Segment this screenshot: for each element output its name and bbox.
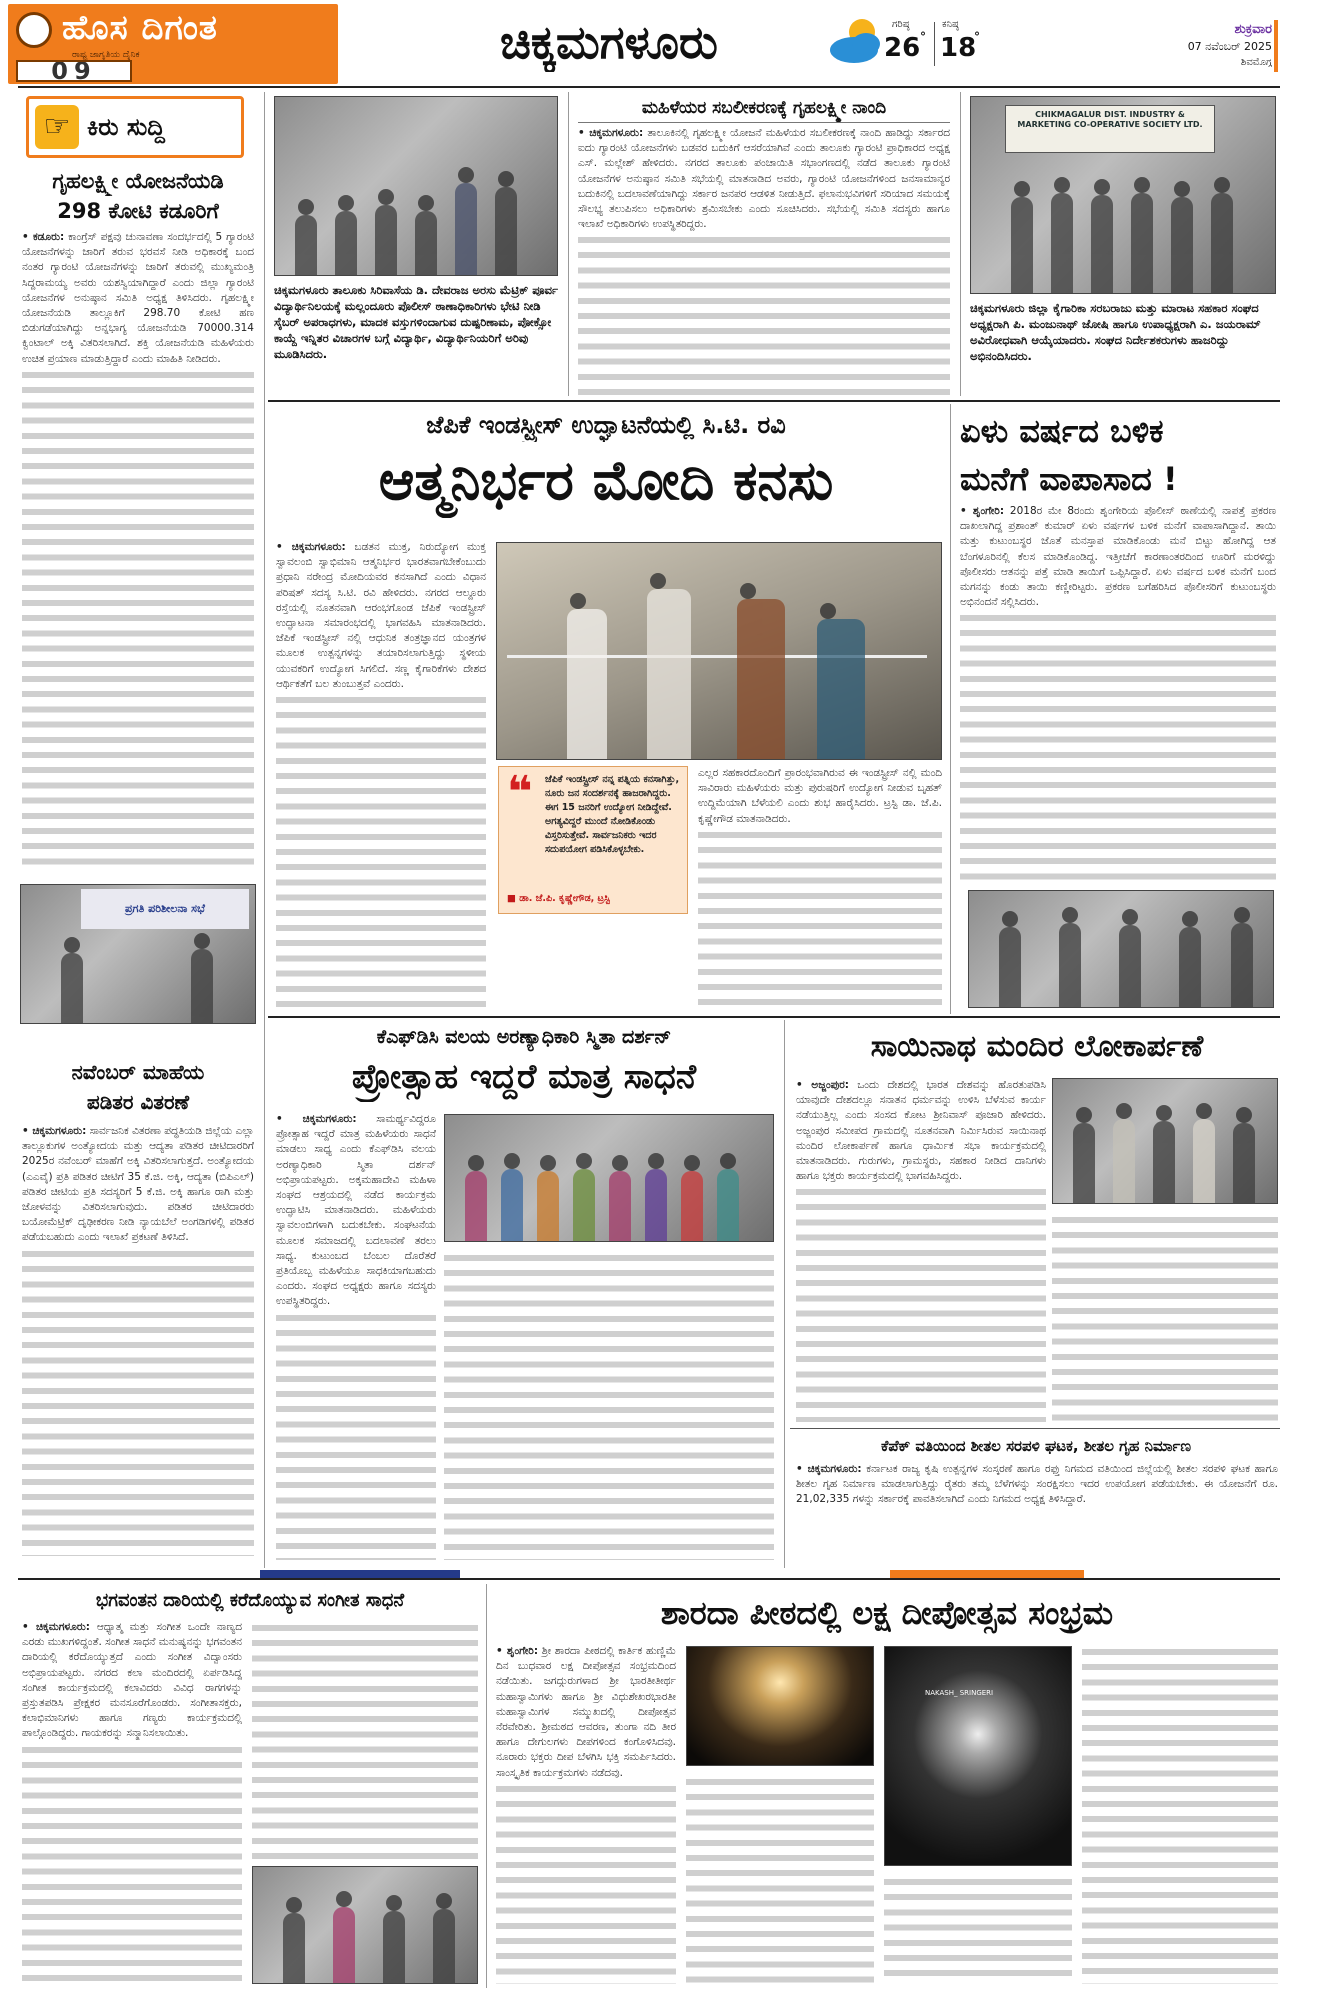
- pull-quote-byline: ■ ಡಾ. ಜೆ.ಪಿ. ಕೃಷ್ಣೇಗೌಡ, ಟ್ರಸ್ಟಿ: [507, 893, 610, 904]
- return-text-continued: [960, 610, 1276, 882]
- temple-lamp-photo: [686, 1646, 874, 1766]
- smitha-dateline: • ಚಿಕ್ಕಮಗಳೂರು:: [276, 1113, 357, 1125]
- ration-text-continued: [22, 1246, 254, 1556]
- column-divider-2: [568, 92, 569, 396]
- ration-headline-1: ನವೆಂಬರ್ ಮಾಹೆಯ: [71, 1060, 205, 1084]
- return-headline-1: ಏಳು ವರ್ಷದ ಬಳಿಕ: [960, 412, 1164, 450]
- bottom-band-rule: [18, 1578, 1280, 1580]
- photo-credit: NAKASH_ SRINGERI: [925, 1689, 994, 1697]
- cooperative-caption: ಚಿಕ್ಕಮಗಳೂರು ಜಿಲ್ಲಾ ಕೈಗಾರಿಕಾ ಸರಬರಾಜು ಮತ್ತು ಮಾರಾಟ ಸಹಕಾರ ಸಂಘದ ಅಧ್ಯಕ್ಷರಾಗಿ ಪಿ. ಮಂಜುನಾಥ್ ಜೋಷಿ ಹಾಗೂ ಉಪಾಧ್ಯಕ್ಷರಾಗಿ ಎ. ಜಯರಾಮ್ ಅವಿರೋಧವಾಗಿ ಆಯ್ಕೆಯಾದರು. ಸಂಘದ ನಿರ್ದೇಶಕರುಗಳು ಹಾಜರಿದ್ದು ಅಭಿನಂದಿಸಿದರು.: [970, 301, 1261, 363]
- pointing-hand-icon: ☞: [35, 105, 79, 149]
- masthead-logo-block: [8, 4, 338, 84]
- column-divider-4: [950, 404, 951, 1014]
- ration-text: ಸಾರ್ವಜನಿಕ ವಿತರಣಾ ಪದ್ಧತಿಯಡಿ ಜಿಲ್ಲೆಯ ಎಲ್ಲಾ ತಾಲ್ಲೂಕುಗಳ ಅಂತ್ಯೋದಯ ಮತ್ತು ಆದ್ಯತಾ ಪಡಿತರ ಚೀಟಿದಾರರಿಗೆ 2025ರ ನವೆಂಬರ್ ಮಾಹೆಗೆ ಅಕ್ಕಿ ವಿತರಿಸಲಾಗುತ್ತದೆ. ಅಂತ್ಯೋದಯ (ಎಎವೈ) ಪ್ರತಿ ಪಡಿತರ ಚೀಟಿಗೆ 35 ಕೆ.ಜಿ. ಅಕ್ಕಿ, ಆದ್ಯತಾ (ಬಿಪಿಎಲ್) ಪಡಿತರ ಚೀಟಿಯ ಪ್ರತಿ ಸದಸ್ಯರಿಗೆ 5 ಕೆ.ಜಿ. ಅಕ್ಕಿ ಹಾಗೂ ರಾಗಿ ಮತ್ತು ಜೋಳವನ್ನು ವಿತರಿಸಲಾಗುವುದು. ಪಡಿತರ ಚೀಟಿದಾರರು ಬಯೋಮೆಟ್ರಿಕ್ ದೃಢೀಕರಣ ನೀಡಿ ನ್ಯಾಯಬೆಲೆ ಅಂಗಡಿಗಳಲ್ಲಿ ಪಡಿತರ ಪಡೆಯಬಹುದು ಎಂದು ಇಲಾಖೆ ಪ್ರಕಟಣೆ ತಿಳಿಸಿದೆ.: [22, 1125, 254, 1244]
- return-text: 2018ರ ಮೇ 8ರಂದು ಶೃಂಗೇರಿಯ ಪೊಲೀಸ್ ಠಾಣೆಯಲ್ಲಿ ನಾಪತ್ತೆ ಪ್ರಕರಣ ದಾಖಲಾಗಿದ್ದ ಪ್ರಶಾಂತ್ ಕುಮಾರ್ ಏಳು ವರ್ಷಗಳ ಬಳಿಕ ಮನೆಗೆ ವಾಪಾಸಾಗಿದ್ದಾನೆ. ತಾಯಿ ಮತ್ತು ಕುಟುಂಬಸ್ಥರ ಜೊತೆ ಮನಸ್ತಾಪ ಮಾಡಿಕೊಂಡು ಮನೆ ಬಿಟ್ಟು ಹೋಗಿದ್ದ ಆತ ಬೆಂಗಳೂರಿನಲ್ಲಿ ಕೆಲಸ ಮಾಡಿಕೊಂಡಿದ್ದ. ಇತ್ತೀಚೆಗೆ ಕಾರಣಾಂತರದಿಂದ ಊರಿಗೆ ಮರಳಿದ್ದು ಪೊಲೀಸರು ಆತನನ್ನು ಪತ್ತೆ ಮಾಡಿ ತಾಯಿಗೆ ಒಪ್ಪಿಸಿದ್ದಾರೆ. ಏಳು ವರ್ಷದ ಬಳಿಕ ಮನೆಗೆ ಬಂದ ಮಗನನ್ನು ಕಂಡು ತಾಯಿ ಕಣ್ಣೀರಿಟ್ಟರು. ಪ್ರಕರಣ ಬಗೆಹರಿಸಿದ ಪೊಲೀಸರಿಗೆ ಕುಟುಂಬಸ್ಥರು ಅಭಿನಂದನೆ ಸಲ್ಲಿಸಿದರು.: [960, 505, 1276, 609]
- return-body: [960, 504, 1276, 882]
- sharada-body-4: [1082, 1644, 1278, 1984]
- modi-text-2: ಎಲ್ಲರ ಸಹಕಾರದೊಂದಿಗೆ ಪ್ರಾರಂಭವಾಗಿರುವ ಈ ಇಂಡಸ್ಟ್ರೀಸ್ ನಲ್ಲಿ ಮಂದಿ ಸಾವಿರಾರು ಮಹಿಳೆಯರು ಮತ್ತು ಪುರುಷರಿಗೆ ಉದ್ಯೋಗ ನೀಡುವ ಬೃಹತ್ ಉದ್ದಿಮೆಯಾಗಿ ಬೆಳೆಯಲಿ ಎಂದು ಶುಭ ಹಾರೈಸಿದರು. ಟ್ರಸ್ಟಿ ಡಾ. ಜೆ.ಪಿ. ಕೃಷ್ಣೇಗೌಡ ಮಾತನಾಡಿದರು.: [698, 767, 942, 825]
- ribbon-cutting-photo: [496, 542, 942, 760]
- kiru-suddi-logo: [26, 96, 244, 158]
- smitha-body-2: [444, 1250, 774, 1560]
- kiru-dateline: • ಕಡೂರು:: [22, 231, 65, 243]
- return-photo: [968, 890, 1274, 1008]
- sainath-text-continued: [796, 1184, 1046, 1422]
- sainath-text: ಒಂದು ದೇಶದಲ್ಲಿ ಭಾರತ ದೇಶವನ್ನು ಹೊರತುಪಡಿಸಿ ಯಾವುದೇ ದೇಶದಲ್ಲೂ ಸನಾತನ ಧರ್ಮವನ್ನು ಉಳಿಸಿ ಬೆಳೆಸುವ ಕಾರ್ಯ ನಡೆಯುತ್ತಿಲ್ಲ ಎಂದು ಸಂಸದ ಕೋಟ ಶ್ರೀನಿವಾಸ್ ಪೂಜಾರಿ ಹೇಳಿದರು. ಅಜ್ಜಂಪುರ ಸಮೀಪದ ಗ್ರಾಮದಲ್ಲಿ ನೂತನವಾಗಿ ನಿರ್ಮಿಸಿರುವ ಸಾಯಿನಾಥ ಮಂದಿರ ಲೋಕಾರ್ಪಣೆ ಹಾಗೂ ಧಾರ್ಮಿಕ ಸಭಾ ಕಾರ್ಯಕ್ರಮದಲ್ಲಿ ಮಾತನಾಡಿದರು. ಗುರುಗಳು, ಗ್ರಾಮಸ್ಥರು, ಸಹಕಾರ ನೀಡಿದ ದಾನಿಗಳು ಹಾಗೂ ಭಕ್ತರು ಕಾರ್ಯಕ್ರಮದಲ್ಲಿ ಭಾಗವಹಿಸಿದ್ದರು.: [796, 1079, 1046, 1183]
- night-lamps-photo: [884, 1646, 1072, 1866]
- sainath-headline: ಸಾಯಿನಾಥ ಮಂದಿರ ಲೋಕಾರ್ಪಣೆ: [870, 1029, 1204, 1064]
- max-temp-degree: °: [920, 30, 926, 44]
- ration-dateline: • ಚಿಕ್ಕಮಗಳೂರು:: [22, 1125, 87, 1137]
- smitha-body: [276, 1112, 436, 1560]
- cold-storage-headline: ಕೆಪೆಕ್ ವತಿಯಿಂದ ಶೀತಲ ಸರಪಳಿ ಘಟಕ, ಶೀತಲ ಗೃಹ ನಿರ್ಮಾಣ: [881, 1437, 1191, 1455]
- sharada-text-continued: [496, 1781, 676, 1984]
- page-number-box: [16, 60, 132, 82]
- kiru-headline-1: ಗೃಹಲಕ್ಷ್ಮೀ ಯೋಜನೆಯಡಿ: [52, 169, 224, 193]
- sharada-body: [496, 1644, 676, 1984]
- sharada-text: ಶ್ರೀ ಶಾರದಾ ಪೀಠದಲ್ಲಿ ಕಾರ್ತಿಕ ಹುಣ್ಣಿಮೆ ದಿನ ಬುಧವಾರ ಲಕ್ಷ ದೀಪೋತ್ಸವ ಸಂಭ್ರಮದಿಂದ ನಡೆಯಿತು. ಜಗದ್ಗುರುಗಳಾದ ಶ್ರೀ ಭಾರತೀತೀರ್ಥ ಮಹಾಸ್ವಾಮಿಗಳು ಹಾಗೂ ಶ್ರೀ ವಿಧುಶೇಖರಭಾರತೀ ಮಹಾಸ್ವಾಮಿಗಳ ಸಮ್ಮುಖದಲ್ಲಿ ದೀಪೋತ್ಸವ ನೆರವೇರಿತು. ಶ್ರೀಮಠದ ಆವರಣ, ತುಂಗಾ ನದಿ ತೀರ ಹಾಗೂ ದೇಗುಲಗಳು ದೀಪಗಳಿಂದ ಕಂಗೊಳಿಸಿದವು. ನೂರಾರು ಭಕ್ತರು ದೀಪ ಬೆಳಗಿಸಿ ಭಕ್ತಿ ಸಮರ್ಪಿಸಿದರು. ಸಾಂಸ್ಕೃತಿಕ ಕಾರ್ಯಕ್ರಮಗಳು ನಡೆದವು.: [496, 1645, 676, 1779]
- pull-quote-text: ಜೆಪಿಕೆ ಇಂಡಸ್ಟ್ರೀಸ್ ನನ್ನ ಪತ್ನಿಯ ಕನಸಾಗಿತ್ತು, ನೂರು ಜನ ಸಂದರ್ಶನಕ್ಕೆ ಹಾಜರಾಗಿದ್ದರು. ಈಗ 15 ಜನರಿಗೆ ಉದ್ಯೋಗ ನೀಡಿದ್ದೇವೆ. ಅಗತ್ಯವಿದ್ದರೆ ಮುಂದೆ ನೋಡಿಕೊಂಡು ವಿಸ್ತರಿಸುತ್ತೇವೆ. ಸಾರ್ವಜನಿಕರು ಇದರ ಸದುಪಯೋಗ ಪಡಿಸಿಕೊಳ್ಳಬೇಕು.: [545, 774, 680, 855]
- music-body: [22, 1620, 242, 1984]
- sharada-dateline: • ಶೃಂಗೇರಿ:: [496, 1645, 539, 1657]
- pull-quote-box: [498, 766, 688, 914]
- smitha-text-continued: [276, 1310, 436, 1560]
- min-temp-label: ಕನಿಷ್ಠ: [942, 19, 959, 30]
- smitha-text-continued-2: [444, 1250, 774, 1560]
- sharada-headline: ಶಾರದಾ ಪೀಠದಲ್ಲಿ ಲಕ್ಷ ದೀಪೋತ್ಸವ ಸಂಭ್ರಮ: [660, 1594, 1114, 1632]
- kiru-body: [22, 230, 254, 870]
- sharada-text-continued-3: [884, 1874, 1072, 1984]
- weather-divider: [934, 22, 935, 66]
- modi-dateline: • ಚಿಕ್ಕಮಗಳೂರು:: [276, 541, 346, 553]
- ration-body: [22, 1124, 254, 1556]
- day: ಶುಕ್ರವಾರ: [1234, 22, 1272, 37]
- cold-storage-text: ಕರ್ನಾಟಕ ರಾಜ್ಯ ಕೃಷಿ ಉತ್ಪನ್ನಗಳ ಸಂಸ್ಕರಣೆ ಹಾಗೂ ರಫ್ತು ನಿಗಮದ ವತಿಯಿಂದ ಜಿಲ್ಲೆಯಲ್ಲಿ ಶೀತಲ ಸರಪಳಿ ಘಟಕ ಹಾಗೂ ಶೀತಲ ಗೃಹ ನಿರ್ಮಾಣ ಮಾಡಲಾಗುತ್ತಿದ್ದು ರೈತರು ತಮ್ಮ ಬೆಳೆಗಳನ್ನು ಸಂರಕ್ಷಿಸಲು ಇದರ ಉಪಯೋಗ ಪಡೆಯಬೇಕು. ಈ ಯೋಜನೆಗೆ ರೂ. 21,02,335 ಗಳನ್ನು ಸರ್ಕಾರಕ್ಕೆ ಪಾವತಿಸಲಾಗಿದೆ ಎಂದು ನಿಗಮದ ಅಧ್ಯಕ್ಷ ತಿಳಿಸಿದ್ದಾರೆ.: [796, 1463, 1278, 1506]
- music-text-continued: [22, 1742, 242, 1984]
- gruhalakshmi-rule: [578, 122, 950, 123]
- kiru-meeting-photo: [20, 884, 256, 1024]
- music-text: ಆಧ್ಯಾತ್ಮ ಮತ್ತು ಸಂಗೀತ ಒಂದೇ ನಾಣ್ಯದ ಎರಡು ಮುಖಗಳಿದ್ದಂತೆ. ಸಂಗೀತ ಸಾಧನೆ ಮನುಷ್ಯನನ್ನು ಭಗವಂತನ ದಾರಿಯಲ್ಲಿ ಕರೆದೊಯ್ಯುತ್ತದೆ ಎಂದು ಸಂಗೀತ ವಿದ್ವಾಂಸರು ಅಭಿಪ್ರಾಯಪಟ್ಟರು. ನಗರದ ಕಲಾ ಮಂದಿರದಲ್ಲಿ ಏರ್ಪಡಿಸಿದ್ದ ಸಂಗೀತ ಕಾರ್ಯಕ್ರಮದಲ್ಲಿ ಕಲಾವಿದರು ವಿವಿಧ ರಾಗಗಳನ್ನು ಪ್ರಸ್ತುತಪಡಿಸಿ ಪ್ರೇಕ್ಷಕರ ಮನಸೂರೆಗೊಂಡರು. ಸಂಗೀತಾಸಕ್ತರು, ಕಲಾಭಿಮಾನಿಗಳು ಹಾಗೂ ಗಣ್ಯರು ಕಾರ್ಯಕ್ರಮದಲ್ಲಿ ಪಾಲ್ಗೊಂಡಿದ್ದರು. ಗಾಯಕರನ್ನು ಸನ್ಮಾನಿಸಲಾಯಿತು.: [22, 1621, 242, 1740]
- modi-text-2-continued: [698, 827, 942, 1010]
- meeting-banner-text: ಪ್ರಗತಿ ಪರಿಶೀಲನಾ ಸಭೆ: [125, 902, 205, 915]
- min-temp-degree: °: [974, 30, 980, 44]
- column-divider-bottom: [486, 1584, 487, 1988]
- gruhalakshmi-dateline: • ಚಿಕ್ಕಮಗಳೂರು:: [578, 127, 644, 139]
- modi-kicker: ಜೆಪಿಕೆ ಇಂಡಸ್ಟ್ರೀಸ್ ಉದ್ಘಾಟನೆಯಲ್ಲಿ ಸಿ.ಟಿ. ರವಿ: [426, 411, 786, 439]
- gruhalakshmi-body: [578, 126, 950, 396]
- sainath-dateline: • ಅಜ್ಜಂಪುರ:: [796, 1079, 849, 1091]
- music-headline: ಭಗವಂತನ ದಾರಿಯಲ್ಲಿ ಕರೆದೊಯ್ಯುವ ಸಂಗೀತ ಸಾಧನೆ: [95, 1590, 405, 1611]
- music-text-continued-2: [252, 1620, 478, 1860]
- max-temp: 26: [884, 33, 921, 63]
- date: 07 ನವೆಂಬರ್ 2025: [1187, 40, 1272, 53]
- sharada-body-2: [686, 1774, 874, 1984]
- sainath-text-continued-2: [1052, 1212, 1278, 1422]
- district-title: ಚಿಕ್ಕಮಗಳೂರು: [500, 15, 718, 69]
- sainath-body-2: [1052, 1212, 1278, 1422]
- cooperative-sign: [1005, 105, 1215, 153]
- cooperative-photo: [970, 96, 1276, 294]
- music-photo: [252, 1866, 478, 1984]
- meeting-banner: [81, 889, 249, 929]
- max-temp-label: ಗರಿಷ್ಠ: [892, 19, 910, 30]
- quote-icon: ❝: [507, 771, 533, 811]
- music-body-2: [252, 1620, 478, 1860]
- column-divider-left: [264, 92, 265, 1568]
- modi-text-continued: [276, 692, 486, 1010]
- top-band-rule: [268, 400, 1280, 402]
- cooperative-sign-text: CHIKMAGALUR DIST. INDUSTRY & MARKETING CO-OPERATIVE SOCIETY LTD.: [1017, 110, 1203, 129]
- page-number: 09: [51, 60, 97, 82]
- sainath-photo: [1052, 1078, 1278, 1204]
- sharada-text-continued-2: [686, 1774, 874, 1984]
- paper-emblem-icon: [16, 12, 52, 48]
- smitha-headline: ಪ್ರೋತ್ಸಾಹ ಇದ್ದರೆ ಮಾತ್ರ ಸಾಧನೆ: [351, 1057, 697, 1097]
- sainath-body: [796, 1078, 1046, 1422]
- min-temp: 18: [940, 33, 977, 63]
- kiru-headline-2: 298 ಕೋಟಿ ಕಡೂರಿಗೆ: [57, 199, 219, 223]
- gruhalakshmi-text-continued: [578, 232, 950, 396]
- return-dateline: • ಶೃಂಗೇರಿ:: [960, 505, 1005, 517]
- smitha-text: ಸಾಮರ್ಥ್ಯವಿದ್ದರೂ ಪ್ರೋತ್ಸಾಹ ಇದ್ದರೆ ಮಾತ್ರ ಮಹಿಳೆಯರು ಸಾಧನೆ ಮಾಡಲು ಸಾಧ್ಯ ಎಂದು ಕೆಎಫ್‌ಡಿಸಿ ವಲಯ ಅರಣ್ಯಾಧಿಕಾರಿ ಸ್ಮಿತಾ ದರ್ಶನ್ ಅಭಿಪ್ರಾಯಪಟ್ಟರು. ಅಕ್ಕಮಹಾದೇವಿ ಮಹಿಳಾ ಸಂಘದ ಆಶ್ರಯದಲ್ಲಿ ನಡೆದ ಕಾರ್ಯಕ್ರಮ ಉದ್ಘಾಟಿಸಿ ಮಾತನಾಡಿದರು. ಮಹಿಳೆಯರು ಸ್ವಾವಲಂಬಿಗಳಾಗಿ ಬದುಕಬೇಕು. ಸಂಘಟನೆಯ ಮೂಲಕ ಸಮಾಜದಲ್ಲಿ ಬದಲಾವಣೆ ತರಲು ಸಾಧ್ಯ. ಕುಟುಂಬದ ಬೆಂಬಲ ದೊರೆತರೆ ಪ್ರತಿಯೊಬ್ಬ ಮಹಿಳೆಯೂ ಸಾಧಕಿಯಾಗಬಹುದು ಎಂದರು. ಸಂಘದ ಅಧ್ಯಕ್ಷರು ಹಾಗೂ ಸದಸ್ಯರು ಉಪಸ್ಥಿತರಿದ್ದರು.: [276, 1113, 436, 1308]
- edition: ಶಿವಮೊಗ್ಗ: [1240, 57, 1272, 68]
- masthead-date-bar: [1106, 20, 1278, 72]
- gruhalakshmi-headline: ಮಹಿಳೆಯರ ಸಬಲೀಕರಣಕ್ಕೆ ಗೃಹಲಕ್ಷ್ಮೀ ನಾಂದಿ: [641, 98, 887, 118]
- kiru-suddi-label: ಕಿರು ಸುದ್ದಿ: [87, 113, 165, 141]
- paper-tagline: ರಾಷ್ಟ್ರ ಜಾಗೃತಿಯ ದೈನಿಕ: [72, 50, 140, 60]
- modi-text: ಬಡತನ ಮುಕ್ತ, ನಿರುದ್ಯೋಗ ಮುಕ್ತ ಸ್ವಾವಲಂಬಿ ಸ್ವಾಭಿಮಾನಿ ಆತ್ಮನಿರ್ಭರ ಭಾರತವಾಗಬೇಕೆಂಬುದು ಪ್ರಧಾನಿ ನರೇಂದ್ರ ಮೋದಿಯವರ ಕನಸಾಗಿದೆ ಎಂದು ವಿಧಾನ ಪರಿಷತ್ ಸದಸ್ಯ ಸಿ.ಟಿ. ರವಿ ಹೇಳಿದರು. ನಗರದ ಆಲ್ದೂರು ರಸ್ತೆಯಲ್ಲಿ ನೂತನವಾಗಿ ಆರಂಭಗೊಂಡ ಜೆಪಿಕೆ ಇಂಡಸ್ಟ್ರೀಸ್ ಉದ್ಘಾಟನಾ ಸಮಾರಂಭದಲ್ಲಿ ಭಾಗವಹಿಸಿ ಮಾತನಾಡಿದರು. ಜೆಪಿಕೆ ಇಂಡಸ್ಟ್ರೀಸ್ ನಲ್ಲಿ ಆಧುನಿಕ ತಂತ್ರಜ್ಞಾನದ ಯಂತ್ರಗಳ ಮೂಲಕ ಉತ್ಪನ್ನಗಳನ್ನು ತಯಾರಿಸಲಾಗುತ್ತಿದ್ದು ಸ್ಥಳೀಯ ಯುವಕರಿಗೆ ಉದ್ಯೋಗ ಸಿಗಲಿದೆ. ಸಣ್ಣ ಕೈಗಾರಿಕೆಗಳು ದೇಶದ ಆರ್ಥಿಕತೆಗೆ ಬಲ ತುಂಬುತ್ತವೆ ಎಂದರು.: [276, 541, 486, 690]
- ration-headline-2: ಪಡಿತರ ವಿತರಣೆ: [86, 1090, 190, 1114]
- masthead: [0, 0, 1322, 88]
- gruhalakshmi-text: ತಾಲೂಕಿನಲ್ಲಿ ಗೃಹಲಕ್ಷ್ಮೀ ಯೋಜನೆ ಮಹಿಳೆಯರ ಸಬಲೀಕರಣಕ್ಕೆ ನಾಂದಿ ಹಾಡಿದ್ದು ಸರ್ಕಾರದ ಐದು ಗ್ಯಾರಂಟಿ ಯೋಜನೆಗಳು ಬಡವರ ಬದುಕಿಗೆ ಆಸರೆಯಾಗಿವೆ ಎಂದು ತಾಲೂಕು ಗ್ಯಾರಂಟಿ ಪ್ರಾಧಿಕಾರದ ಅಧ್ಯಕ್ಷ ಎಸ್. ಮಲ್ಲೇಶ್ ಹೇಳಿದರು. ನಗರದ ತಾಲೂಕು ಪಂಚಾಯಿತಿ ಸಭಾಂಗಣದಲ್ಲಿ ನಡೆದ ತಾಲೂಕು ಗ್ಯಾರಂಟಿ ಯೋಜನೆಗಳ ಅನುಷ್ಠಾನ ಸಮಿತಿ ಸಭೆಯಲ್ಲಿ ಮಾತನಾಡಿದ ಅವರು, ಗ್ಯಾರಂಟಿ ಯೋಜನೆಗಳಿಂದ ಜನಸಾಮಾನ್ಯರ ಬದುಕಿನಲ್ಲಿ ಬದಲಾವಣೆಯಾಗಿದ್ದು ಸರ್ಕಾರ ಜನಪರ ಆಡಳಿತ ನೀಡುತ್ತಿದೆ. ಫಲಾನುಭವಿಗಳಿಗೆ ಸರಿಯಾದ ಸಮಯಕ್ಕೆ ಸೌಲಭ್ಯ ತಲುಪಿಸಲು ಅಧಿಕಾರಿಗಳು ಶ್ರಮಿಸಬೇಕು ಎಂದು ಸೂಚಿಸಿದರು. ಸಭೆಯಲ್ಲಿ ಸಮಿತಿ ಸದಸ್ಯರು ಹಾಗೂ ಇಲಾಖೆ ಅಧಿಕಾರಿಗಳು ಉಪಸ್ಥಿತರಿದ್ದರು.: [578, 127, 950, 231]
- column-divider-3: [960, 92, 961, 396]
- students-photo-caption: ಚಿಕ್ಕಮಗಳೂರು ತಾಲೂಕು ಸಿರಿವಾಸೆಯ ಡಿ. ದೇವರಾಜ ಅರಸು ಮೆಟ್ರಿಕ್ ಪೂರ್ವ ವಿದ್ಯಾರ್ಥಿನಿಲಯಕ್ಕೆ ಮಲ್ಲಂದೂರು ಪೊಲೀಸ್ ಠಾಣಾಧಿಕಾರಿಗಳು ಭೇಟಿ ನೀಡಿ ಸೈಬರ್ ಅಪರಾಧಗಳು, ಮಾದಕ ವಸ್ತುಗಳಿಂದಾಗುವ ದುಷ್ಪರಿಣಾಮ, ಪೋಕ್ಸೋ ಕಾಯ್ದೆ ಇನ್ನಿತರ ವಿಚಾರಗಳ ಬಗ್ಗೆ ವಿದ್ಯಾರ್ಥಿ, ವಿದ್ಯಾರ್ಥಿನಿಯರಿಗೆ ಅರಿವು ಮೂಡಿಸಿದರು.: [274, 283, 558, 361]
- sharada-text-continued-4: [1082, 1644, 1278, 1984]
- students-photo: [274, 96, 558, 276]
- smitha-kicker: ಕೆಎಫ್‌ಡಿಸಿ ವಲಯ ಅರಣ್ಯಾಧಿಕಾರಿ ಸ್ಮಿತಾ ದರ್ಶನ್: [376, 1026, 672, 1048]
- modi-headline: ಆತ್ಮನಿರ್ಭರ ಮೋದಿ ಕನಸು: [378, 449, 834, 512]
- sharada-body-3: [884, 1874, 1072, 1984]
- women-group-photo: [444, 1114, 774, 1242]
- sainath-rule: [790, 1428, 1280, 1429]
- modi-body: [276, 540, 486, 1010]
- music-dateline: • ಚಿಕ್ಕಮಗಳೂರು:: [22, 1621, 90, 1633]
- paper-name: ಹೊಸ ದಿಗಂತ: [62, 8, 218, 48]
- kiru-text: ಕಾಂಗ್ರೆಸ್ ಪಕ್ಷವು ಚುನಾವಣಾ ಸಂದರ್ಭದಲ್ಲಿ 5 ಗ್ಯಾರಂಟಿ ಯೋಜನೆಗಳನ್ನು ಜಾರಿಗೆ ತರುವ ಭರವಸೆ ನೀಡಿ ಅಧಿಕಾರಕ್ಕೆ ಬಂದ ನಂತರ ಗ್ಯಾರಂಟಿ ಯೋಜನೆಗಳನ್ನು ಜಾರಿಗೆ ತರುವಲ್ಲಿ ಮುಖ್ಯಮಂತ್ರಿ ಸಿದ್ದರಾಮಯ್ಯ ಅವರು ಯಶಸ್ವಿಯಾಗಿದ್ದಾರೆ ಎಂದು ಜಿಲ್ಲಾ ಗ್ಯಾರಂಟಿ ಯೋಜನೆಗಳ ಅನುಷ್ಠಾನ ಸಮಿತಿ ಅಧ್ಯಕ್ಷ ತಿಳಿಸಿದರು. ಗೃಹಲಕ್ಷ್ಮೀ ಯೋಜನೆಯಡಿ ತಾಲ್ಲೂಕಿಗೆ 298.70 ಕೋಟಿ ಹಣ ಬಿಡುಗಡೆಯಾಗಿದ್ದು ಅನ್ನಭಾಗ್ಯ ಯೋಜನೆಯಡಿ 70000.314 ಕ್ವಿಂಟಾಲ್ ಅಕ್ಕಿ ವಿತರಿಸಲಾಗಿದೆ. ಶಕ್ತಿ ಯೋಜನೆಯಡಿ ಮಹಿಳೆಯರು ಉಚಿತ ಪ್ರಯಾಣ ಮಾಡುತ್ತಿದ್ದಾರೆ ಎಂದು ಮಾಹಿತಿ ನೀಡಿದರು.: [22, 231, 254, 365]
- kiru-text-continued: [22, 367, 254, 870]
- middle-band-rule: [268, 1016, 1280, 1018]
- modi-body-2: [698, 766, 942, 1010]
- return-headline-2: ಮನೆಗೆ ವಾಪಾಸಾದ !: [960, 460, 1178, 498]
- cold-storage-body: [796, 1462, 1278, 1560]
- cold-storage-dateline: • ಚಿಕ್ಕಮಗಳೂರು:: [796, 1463, 862, 1475]
- column-divider-5: [784, 1020, 785, 1568]
- weather-cloud-icon: [826, 14, 888, 66]
- masthead-rule: [18, 86, 1280, 88]
